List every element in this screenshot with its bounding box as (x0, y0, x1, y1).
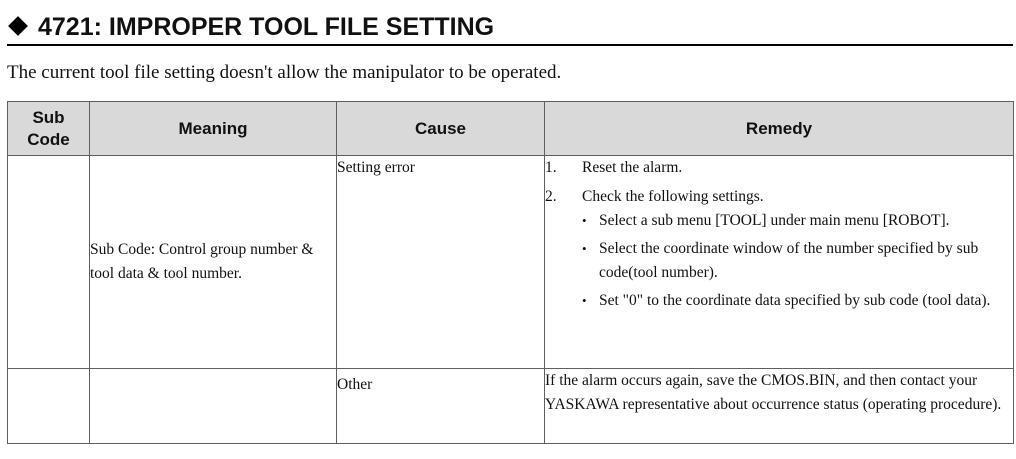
step-text: Check the following settings. (582, 188, 764, 205)
remedy-cell (545, 156, 1014, 369)
step-number: 2. (545, 188, 557, 205)
header-sub-code (8, 102, 90, 156)
remedy-bullet (545, 289, 1013, 313)
table-header-row (8, 102, 1014, 156)
bullet-text: Select a sub menu [TOOL] under main menu [ROBOT]. (599, 212, 950, 229)
bullet-icon: • (582, 293, 587, 308)
bullet-icon: • (582, 241, 587, 256)
alarm-title-text: 4721: IMPROPER TOOL FILE SETTING (38, 13, 495, 41)
sub-code-cell (8, 156, 90, 369)
remedy-bullet (545, 209, 1013, 233)
remedy-step (545, 185, 1013, 209)
remedy-bullet (545, 237, 1013, 285)
alarm-title (7, 10, 1013, 46)
bullet-icon: • (582, 213, 587, 228)
step-text: Reset the alarm. (582, 159, 683, 176)
header-remedy: Remedy (545, 102, 1014, 156)
alarm-description: The current tool file setting doesn't allow the manipulator to be operated. (7, 62, 562, 83)
header-meaning: Meaning (90, 102, 337, 156)
step-number: 1. (545, 159, 557, 176)
cause-text: Other (337, 376, 373, 393)
header-cause: Cause (337, 102, 545, 156)
sub-code-cell (8, 369, 90, 444)
meaning-cell (90, 369, 337, 444)
remedy-step (545, 156, 1013, 180)
cause-cell: Setting error (337, 156, 545, 369)
table-row (8, 369, 1014, 444)
header-sub-code-label: Sub Code (27, 107, 70, 149)
bullet-text: Select the coordinate window of the number specified by sub code(tool number). (599, 240, 979, 281)
meaning-cell: Sub Code: Control group number & tool data & tool number. (90, 156, 337, 369)
remedy-cell: If the alarm occurs again, save the CMOS.BIN, and then contact your YASKAWA representative about occurrence status (operating procedure). (545, 369, 1014, 444)
bullet-text: Set "0" to the coordinate data specified by sub code (tool data). (599, 292, 991, 309)
diamond-icon (8, 16, 28, 36)
cause-cell (337, 369, 545, 444)
table-row (8, 156, 1014, 369)
alarm-table (7, 101, 1014, 444)
